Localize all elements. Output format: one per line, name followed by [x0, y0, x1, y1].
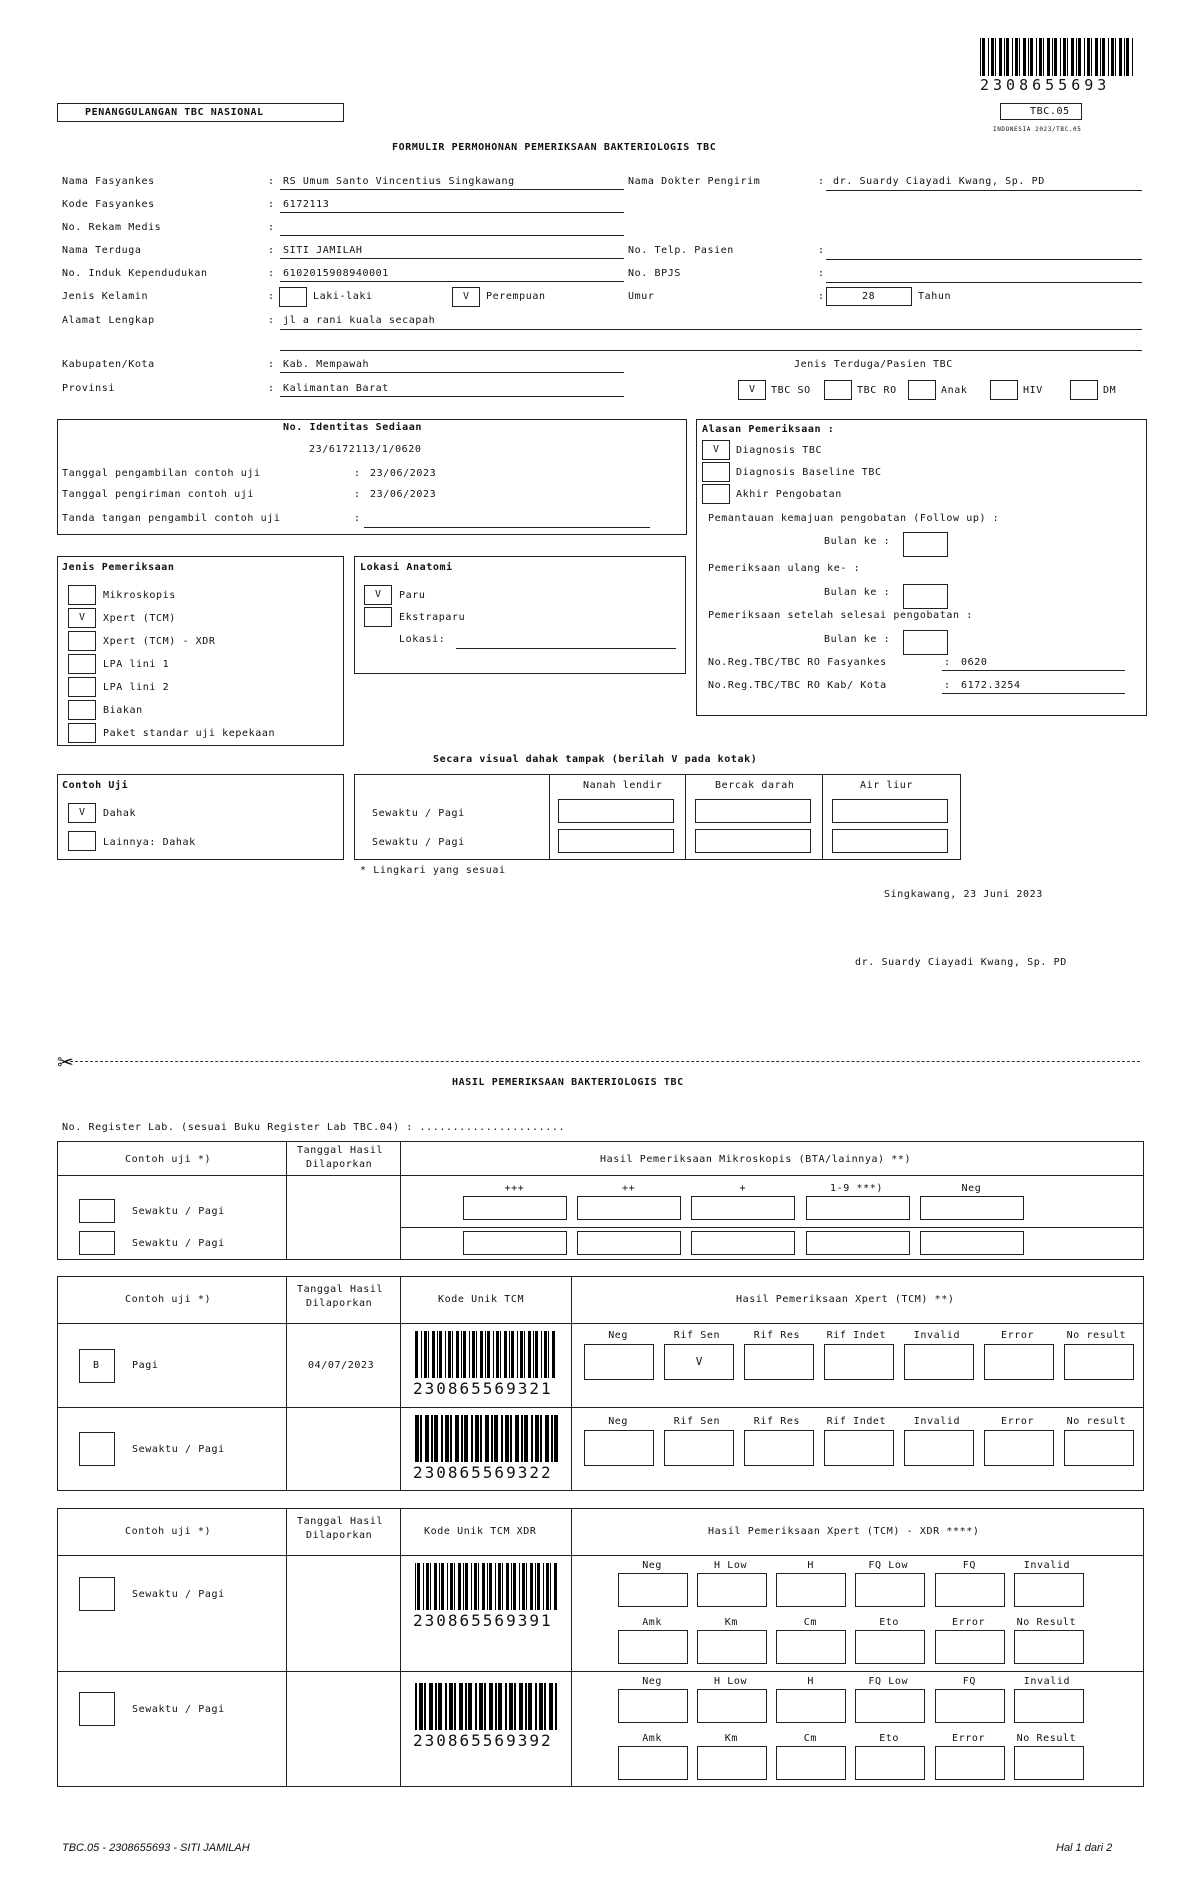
t2-col2a: Tanggal Hasil [297, 1284, 384, 1295]
dokter-label: Nama Dokter Pengirim [628, 176, 761, 187]
nik-value: 6102015908940001 [283, 268, 389, 279]
t3-result-box[interactable] [935, 1573, 1005, 1607]
t3-result-head: FQ Low [868, 1560, 909, 1571]
terduga-label: DM [1103, 385, 1117, 396]
rekam-medis-label: No. Rekam Medis [62, 222, 162, 233]
t3-result-box[interactable] [697, 1630, 767, 1664]
tgl-kirim-value: 23/06/2023 [370, 489, 437, 500]
terduga-label: TBC SO [771, 385, 811, 396]
umur-value: 28 [862, 291, 876, 302]
jenis-label: LPA lini 1 [103, 659, 170, 670]
visual-nanah-2[interactable] [558, 829, 674, 853]
reg-kab-label: No.Reg.TBC/TBC RO Kab/ Kota [708, 680, 887, 691]
t3-result-head: H [807, 1560, 815, 1571]
dokter-line [826, 190, 1142, 191]
colon: : [818, 291, 825, 302]
visual-bercak-2[interactable] [695, 829, 811, 853]
t1-col2b: Dilaporkan [306, 1159, 373, 1170]
t2-h-line [57, 1323, 1144, 1324]
colon: : [268, 291, 275, 302]
kabupaten-label: Kabupaten/Kota [62, 359, 155, 370]
t2-row2-label: Sewaktu / Pagi [132, 1444, 225, 1455]
visual-col-liur: Air liur [860, 780, 913, 791]
alasan-title: Alasan Pemeriksaan : [702, 424, 835, 435]
jenis-checkbox[interactable] [68, 677, 96, 697]
t1-row-line [400, 1227, 1144, 1228]
lokasi-title: Lokasi Anatomi [360, 562, 453, 573]
t2-row2-barcode-number: 230865569322 [413, 1463, 553, 1482]
t3-result-head: Cm [803, 1617, 818, 1628]
jenis-pemeriksaan-title: Jenis Pemeriksaan [62, 562, 175, 573]
t3-result-head: FQ Low [868, 1676, 909, 1687]
t2-row1-code: B [93, 1360, 100, 1371]
lokasi-label: Lokasi: [399, 634, 446, 645]
visual-divider-2 [685, 774, 686, 860]
alamat-value: jl a rani kuala secapah [283, 315, 436, 326]
t3-result-head: Km [724, 1617, 739, 1628]
t3-result-head: FQ [962, 1560, 977, 1571]
t2-result-head: Error [1001, 1330, 1035, 1341]
visual-col-nanah: Nanah lendir [583, 780, 663, 791]
jenis-checkbox[interactable]: V [68, 608, 96, 628]
t1-row2-checkbox[interactable] [79, 1231, 115, 1255]
t2-v-line-3 [571, 1276, 572, 1491]
t3-row2-label: Sewaktu / Pagi [132, 1704, 225, 1715]
nama-terduga-value: SITI JAMILAH [283, 245, 363, 256]
nama-faskes-label: Nama Fasyankes [62, 176, 155, 187]
t2-row2-barcode [415, 1415, 558, 1462]
t3-result-head: Amk [642, 1733, 663, 1744]
reg-faskes-label: No.Reg.TBC/TBC RO Fasyankes [708, 657, 887, 668]
reg-faskes-value: 0620 [961, 657, 988, 668]
t3-v-line-2 [400, 1508, 401, 1787]
t1-v-line-2 [400, 1141, 401, 1260]
t2-v-line-1 [286, 1276, 287, 1491]
t3-v-line-3 [571, 1508, 572, 1787]
t1-grade-head: 1-9 ***) [830, 1183, 883, 1194]
t1-grade-head: Neg [961, 1183, 982, 1194]
colon: : [268, 268, 275, 279]
diagnosis-label: Diagnosis TBC [736, 445, 823, 456]
t2-result-box[interactable] [744, 1430, 814, 1466]
colon: : [944, 680, 951, 691]
t3-row1-barcode-number: 230865569391 [413, 1611, 553, 1630]
terduga-checkbox[interactable]: V [738, 380, 766, 400]
jenis-label: LPA lini 2 [103, 682, 170, 693]
colon: : [354, 513, 361, 524]
laki-label: Laki-laki [313, 291, 373, 302]
t3-result-box[interactable] [1014, 1630, 1084, 1664]
bulan-ke-2-label: Bulan ke : [824, 587, 891, 598]
follow-up-label: Pemantauan kemajuan pengobatan (Follow up) : [708, 513, 1000, 524]
tahun-label: Tahun [918, 291, 952, 302]
visual-col-bercak: Bercak darah [715, 780, 795, 791]
t2-col4: Hasil Pemeriksaan Xpert (TCM) **) [736, 1294, 955, 1305]
terduga-checkbox[interactable] [908, 380, 936, 400]
bulan-ke-1-label: Bulan ke : [824, 536, 891, 547]
telp-line [826, 259, 1142, 260]
nama-terduga-line [280, 258, 624, 259]
t3-row1-checkbox[interactable] [79, 1577, 115, 1611]
t3-result-head: Error [952, 1733, 986, 1744]
visual-nanah-1[interactable] [558, 799, 674, 823]
t2-result-head: Rif Indet [826, 1330, 887, 1341]
signature-doctor: dr. Suardy Ciayadi Kwang, Sp. PD [855, 957, 1067, 968]
t2-result-head: Invalid [913, 1330, 961, 1341]
footer-left: TBC.05 - 2308655693 - SITI JAMILAH [62, 1842, 250, 1854]
t3-result-box[interactable] [935, 1746, 1005, 1780]
t3-result-head: Invalid [1023, 1560, 1071, 1571]
dahak-label: Dahak [103, 808, 137, 819]
t2-col2b: Dilaporkan [306, 1298, 373, 1309]
jenis-label: Xpert (TCM) [103, 613, 176, 624]
colon: : [268, 199, 275, 210]
t2-result-box[interactable] [824, 1430, 894, 1466]
t3-result-box[interactable] [776, 1630, 846, 1664]
baseline-checkbox[interactable] [702, 462, 730, 482]
kode-faskes-line [280, 212, 624, 213]
lainnya-label: Lainnya: Dahak [103, 837, 196, 848]
alamat-label: Alamat Lengkap [62, 315, 155, 326]
t3-result-head: No Result [1016, 1617, 1077, 1628]
t1-row1-label: Sewaktu / Pagi [132, 1206, 225, 1217]
bulan-ke-2-field[interactable] [903, 584, 948, 609]
t3-row1-barcode [415, 1563, 558, 1610]
contoh-uji-title: Contoh Uji [62, 780, 129, 791]
t1-grade-box-row1[interactable] [691, 1196, 795, 1220]
t2-row2-checkbox[interactable] [79, 1432, 115, 1466]
t2-result-head: Error [1001, 1416, 1035, 1427]
t2-result-box[interactable] [584, 1430, 654, 1466]
t2-result-box[interactable] [1064, 1344, 1134, 1380]
t3-result-box[interactable] [697, 1746, 767, 1780]
t3-result-head: Eto [879, 1733, 900, 1744]
tgl-ambil-value: 23/06/2023 [370, 468, 437, 479]
t3-result-head: Neg [642, 1560, 663, 1571]
t1-grade-box-row2[interactable] [920, 1231, 1024, 1255]
t3-result-box[interactable] [855, 1630, 925, 1664]
t2-result-box[interactable] [824, 1344, 894, 1380]
t3-result-box[interactable] [776, 1689, 846, 1723]
t3-result-head: Error [952, 1617, 986, 1628]
form-code: TBC.05 [1030, 106, 1070, 117]
t1-grade-box-row1[interactable] [577, 1196, 681, 1220]
t2-result-head: Neg [608, 1416, 629, 1427]
t3-row2-checkbox[interactable] [79, 1692, 115, 1726]
terduga-checkbox[interactable] [990, 380, 1018, 400]
t3-col3: Kode Unik TCM XDR [424, 1526, 537, 1537]
visual-title: Secara visual dahak tampak (berilah V pada kotak) [433, 754, 758, 765]
terduga-checkbox[interactable] [824, 380, 852, 400]
t3-result-head: Eto [879, 1617, 900, 1628]
hasil-title: HASIL PEMERIKSAAN BAKTERIOLOGIS TBC [452, 1077, 684, 1088]
diagnosis-checkbox[interactable]: V [702, 440, 730, 460]
bulan-ke-3-label: Bulan ke : [824, 634, 891, 645]
t2-row1-label: Pagi [132, 1360, 159, 1371]
paru-label: Paru [399, 590, 426, 601]
provinsi-label: Provinsi [62, 383, 115, 394]
sediaan-title: No. Identitas Sediaan [283, 422, 423, 433]
visual-note: * Lingkari yang sesuai [360, 865, 506, 876]
dokter-value: dr. Suardy Ciayadi Kwang, Sp. PD [833, 176, 1045, 187]
hasil-register: No. Register Lab. (sesuai Buku Register Lab TBC.04) : ...................... [62, 1122, 566, 1133]
visual-liur-1[interactable] [832, 799, 948, 823]
t3-h-line [57, 1555, 1144, 1556]
t2-result-head: Rif Res [753, 1416, 801, 1427]
t1-grade-box-row1[interactable] [920, 1196, 1024, 1220]
akhir-label: Akhir Pengobatan [736, 489, 842, 500]
tgl-kirim-label: Tanggal pengiriman contoh uji [62, 489, 254, 500]
t3-result-head: H [807, 1676, 815, 1687]
t3-row2-barcode-number: 230865569392 [413, 1731, 553, 1750]
scissors-icon: ✂ [57, 1050, 74, 1074]
perempuan-checkbox[interactable]: V [452, 287, 480, 307]
t3-result-box[interactable] [618, 1689, 688, 1723]
nik-label: No. Induk Kependudukan [62, 268, 208, 279]
t3-result-box[interactable] [1014, 1689, 1084, 1723]
t3-result-box[interactable] [855, 1689, 925, 1723]
t2-col3: Kode Unik TCM [438, 1294, 525, 1305]
t3-result-head: Cm [803, 1733, 818, 1744]
t1-row2-label: Sewaktu / Pagi [132, 1238, 225, 1249]
t3-result-box[interactable] [1014, 1573, 1084, 1607]
alamat-line-1 [280, 329, 1142, 330]
t2-result-head: No result [1066, 1330, 1127, 1341]
t2-result-box[interactable] [584, 1344, 654, 1380]
colon: : [268, 359, 275, 370]
t1-v-line-1 [286, 1141, 287, 1260]
colon: : [818, 245, 825, 256]
provinsi-line [280, 396, 624, 397]
t2-result-box[interactable] [744, 1344, 814, 1380]
jenis-pemeriksaan-box [57, 556, 344, 746]
t1-grade-box-row1[interactable] [806, 1196, 910, 1220]
nik-line [280, 281, 624, 282]
t3-result-box[interactable] [935, 1689, 1005, 1723]
t2-result-head: Invalid [913, 1416, 961, 1427]
ttd-label: Tanda tangan pengambil contoh uji [62, 513, 281, 524]
t3-col2b: Dilaporkan [306, 1530, 373, 1541]
t3-result-head: Neg [642, 1676, 663, 1687]
t2-v-line-2 [400, 1276, 401, 1491]
colon: : [268, 176, 275, 187]
t3-row2-barcode [415, 1683, 558, 1730]
tgl-ambil-label: Tanggal pengambilan contoh uji [62, 468, 261, 479]
t3-result-head: H Low [714, 1560, 748, 1571]
umur-label: Umur [628, 291, 655, 302]
t1-grade-head: +++ [504, 1183, 525, 1194]
form-title: FORMULIR PERMOHONAN PEMERIKSAAN BAKTERIOLOGIS TBC [392, 142, 717, 153]
nama-terduga-label: Nama Terduga [62, 245, 142, 256]
t2-result-box[interactable] [1064, 1430, 1134, 1466]
colon: : [354, 489, 361, 500]
visual-divider-1 [549, 774, 550, 860]
kabupaten-line [280, 372, 624, 373]
rekam-medis-line [280, 235, 624, 236]
jenis-checkbox[interactable] [68, 654, 96, 674]
visual-divider-3 [822, 774, 823, 860]
ttd-line [364, 527, 650, 528]
bulan-ke-3-field[interactable] [903, 630, 948, 655]
t2-result-head: No result [1066, 1416, 1127, 1427]
t2-result-box[interactable] [904, 1430, 974, 1466]
t3-result-box[interactable] [776, 1746, 846, 1780]
jenis-label: Biakan [103, 705, 143, 716]
terduga-label: TBC RO [857, 385, 897, 396]
nama-faskes-value: RS Umum Santo Vincentius Singkawang [283, 176, 515, 187]
t1-col1: Contoh uji *) [125, 1154, 212, 1165]
reg-faskes-line [942, 670, 1125, 671]
t3-result-box[interactable] [618, 1746, 688, 1780]
bulan-ke-1-field[interactable] [903, 532, 948, 557]
signature-place-date: Singkawang, 23 Juni 2023 [884, 889, 1043, 900]
form-ref: INDONESIA 2023/TBC.05 [993, 126, 1082, 133]
t2-row-line [57, 1407, 1144, 1408]
nama-faskes-line [280, 189, 624, 190]
t2-result-head: Neg [608, 1330, 629, 1341]
t1-grade-head: ++ [622, 1183, 636, 1194]
jenis-checkbox[interactable] [68, 631, 96, 651]
kode-faskes-value: 6172113 [283, 199, 330, 210]
lokasi-line [456, 648, 676, 649]
jenis-label: Paket standar uji kepekaan [103, 728, 276, 739]
t1-grade-box-row2[interactable] [577, 1231, 681, 1255]
t2-row1-barcode-number: 230865569321 [413, 1379, 553, 1398]
bpjs-line [826, 282, 1142, 283]
t2-result-head: Rif Sen [673, 1416, 721, 1427]
colon: : [268, 222, 275, 233]
t3-result-box[interactable] [776, 1573, 846, 1607]
t3-result-box[interactable] [697, 1689, 767, 1723]
laki-checkbox[interactable] [279, 287, 307, 307]
jenis-checkbox[interactable] [68, 585, 96, 605]
t3-result-box[interactable] [855, 1746, 925, 1780]
t3-row1-label: Sewaktu / Pagi [132, 1589, 225, 1600]
visual-row-2-label: Sewaktu / Pagi [372, 837, 465, 848]
top-barcode [980, 38, 1135, 76]
t1-row1-checkbox[interactable] [79, 1199, 115, 1223]
jenis-kelamin-label: Jenis Kelamin [62, 291, 149, 302]
telp-label: No. Telp. Pasien [628, 245, 734, 256]
t3-result-head: H Low [714, 1676, 748, 1687]
t3-result-head: No Result [1016, 1733, 1077, 1744]
t3-row-line [57, 1671, 1144, 1672]
sediaan-id: 23/6172113/1/0620 [309, 444, 422, 455]
colon: : [818, 268, 825, 279]
footer-right: Hal 1 dari 2 [1056, 1842, 1113, 1854]
visual-row-1-label: Sewaktu / Pagi [372, 808, 465, 819]
terduga-label: Anak [941, 385, 968, 396]
t3-result-box[interactable] [618, 1630, 688, 1664]
ekstraparu-label: Ekstraparu [399, 612, 466, 623]
jenis-checkbox[interactable] [68, 700, 96, 720]
jenis-label: Mikroskopis [103, 590, 176, 601]
terduga-label: HIV [1023, 385, 1043, 396]
t3-result-box[interactable] [618, 1573, 688, 1607]
t2-result-box[interactable] [984, 1430, 1054, 1466]
t3-result-box[interactable] [1014, 1746, 1084, 1780]
top-barcode-number: 2308655693 [980, 76, 1111, 94]
program-title: PENANGGULANGAN TBC NASIONAL [85, 107, 264, 118]
visual-liur-2[interactable] [832, 829, 948, 853]
t2-row1-date: 04/07/2023 [308, 1360, 375, 1371]
t2-result-head: Rif Sen [673, 1330, 721, 1341]
ekstraparu-checkbox[interactable] [364, 607, 392, 627]
t2-result-box[interactable]: V [664, 1344, 734, 1380]
t3-result-head: Amk [642, 1617, 663, 1628]
paru-checkbox[interactable]: V [364, 585, 392, 605]
t2-result-head: Rif Indet [826, 1416, 887, 1427]
jenis-checkbox[interactable] [68, 723, 96, 743]
t1-col3: Hasil Pemeriksaan Mikroskopis (BTA/lainnya) **) [600, 1154, 912, 1165]
t3-col2a: Tanggal Hasil [297, 1516, 384, 1527]
t2-result-box[interactable] [664, 1430, 734, 1466]
t3-col4: Hasil Pemeriksaan Xpert (TCM) - XDR ****) [708, 1526, 980, 1537]
t1-grade-box-row2[interactable] [691, 1231, 795, 1255]
t3-result-head: Invalid [1023, 1676, 1071, 1687]
t3-result-box[interactable] [935, 1630, 1005, 1664]
colon: : [268, 315, 275, 326]
t1-grade-head: + [739, 1183, 747, 1194]
setelah-label: Pemeriksaan setelah selesai pengobatan : [708, 610, 973, 621]
t2-result-head: Rif Res [753, 1330, 801, 1341]
t2-result-box[interactable] [904, 1344, 974, 1380]
alamat-line-2 [280, 350, 1142, 351]
perempuan-label: Perempuan [486, 291, 546, 302]
t1-grade-box-row2[interactable] [806, 1231, 910, 1255]
t3-result-head: Km [724, 1733, 739, 1744]
colon: : [268, 245, 275, 256]
terduga-checkbox[interactable] [1070, 380, 1098, 400]
t1-h-line [57, 1175, 1144, 1176]
t1-grade-box-row2[interactable] [463, 1231, 567, 1255]
t2-result-box[interactable] [984, 1344, 1054, 1380]
ulang-label: Pemeriksaan ulang ke- : [708, 563, 861, 574]
t1-col2a: Tanggal Hasil [297, 1145, 384, 1156]
lainnya-checkbox[interactable] [68, 831, 96, 851]
akhir-checkbox[interactable] [702, 484, 730, 504]
t3-result-box[interactable] [697, 1573, 767, 1607]
t3-v-line-1 [286, 1508, 287, 1787]
visual-bercak-1[interactable] [695, 799, 811, 823]
t2-col1: Contoh uji *) [125, 1294, 212, 1305]
jenis-terduga-label: Jenis Terduga/Pasien TBC [794, 359, 953, 370]
t1-grade-box-row1[interactable] [463, 1196, 567, 1220]
t3-result-head: FQ [962, 1676, 977, 1687]
provinsi-value: Kalimantan Barat [283, 383, 389, 394]
baseline-label: Diagnosis Baseline TBC [736, 467, 882, 478]
kabupaten-value: Kab. Mempawah [283, 359, 370, 370]
colon: : [268, 383, 275, 394]
kode-faskes-label: Kode Fasyankes [62, 199, 155, 210]
colon: : [944, 657, 951, 668]
colon: : [818, 176, 825, 187]
jenis-label: Xpert (TCM) - XDR [103, 636, 216, 647]
reg-kab-line [942, 693, 1125, 694]
colon: : [354, 468, 361, 479]
bpjs-label: No. BPJS [628, 268, 681, 279]
t3-col1: Contoh uji *) [125, 1526, 212, 1537]
reg-kab-value: 6172.3254 [961, 680, 1021, 691]
t2-row1-barcode [415, 1331, 558, 1378]
cut-line [70, 1061, 1140, 1062]
t3-result-box[interactable] [855, 1573, 925, 1607]
dahak-checkbox[interactable]: V [68, 803, 96, 823]
